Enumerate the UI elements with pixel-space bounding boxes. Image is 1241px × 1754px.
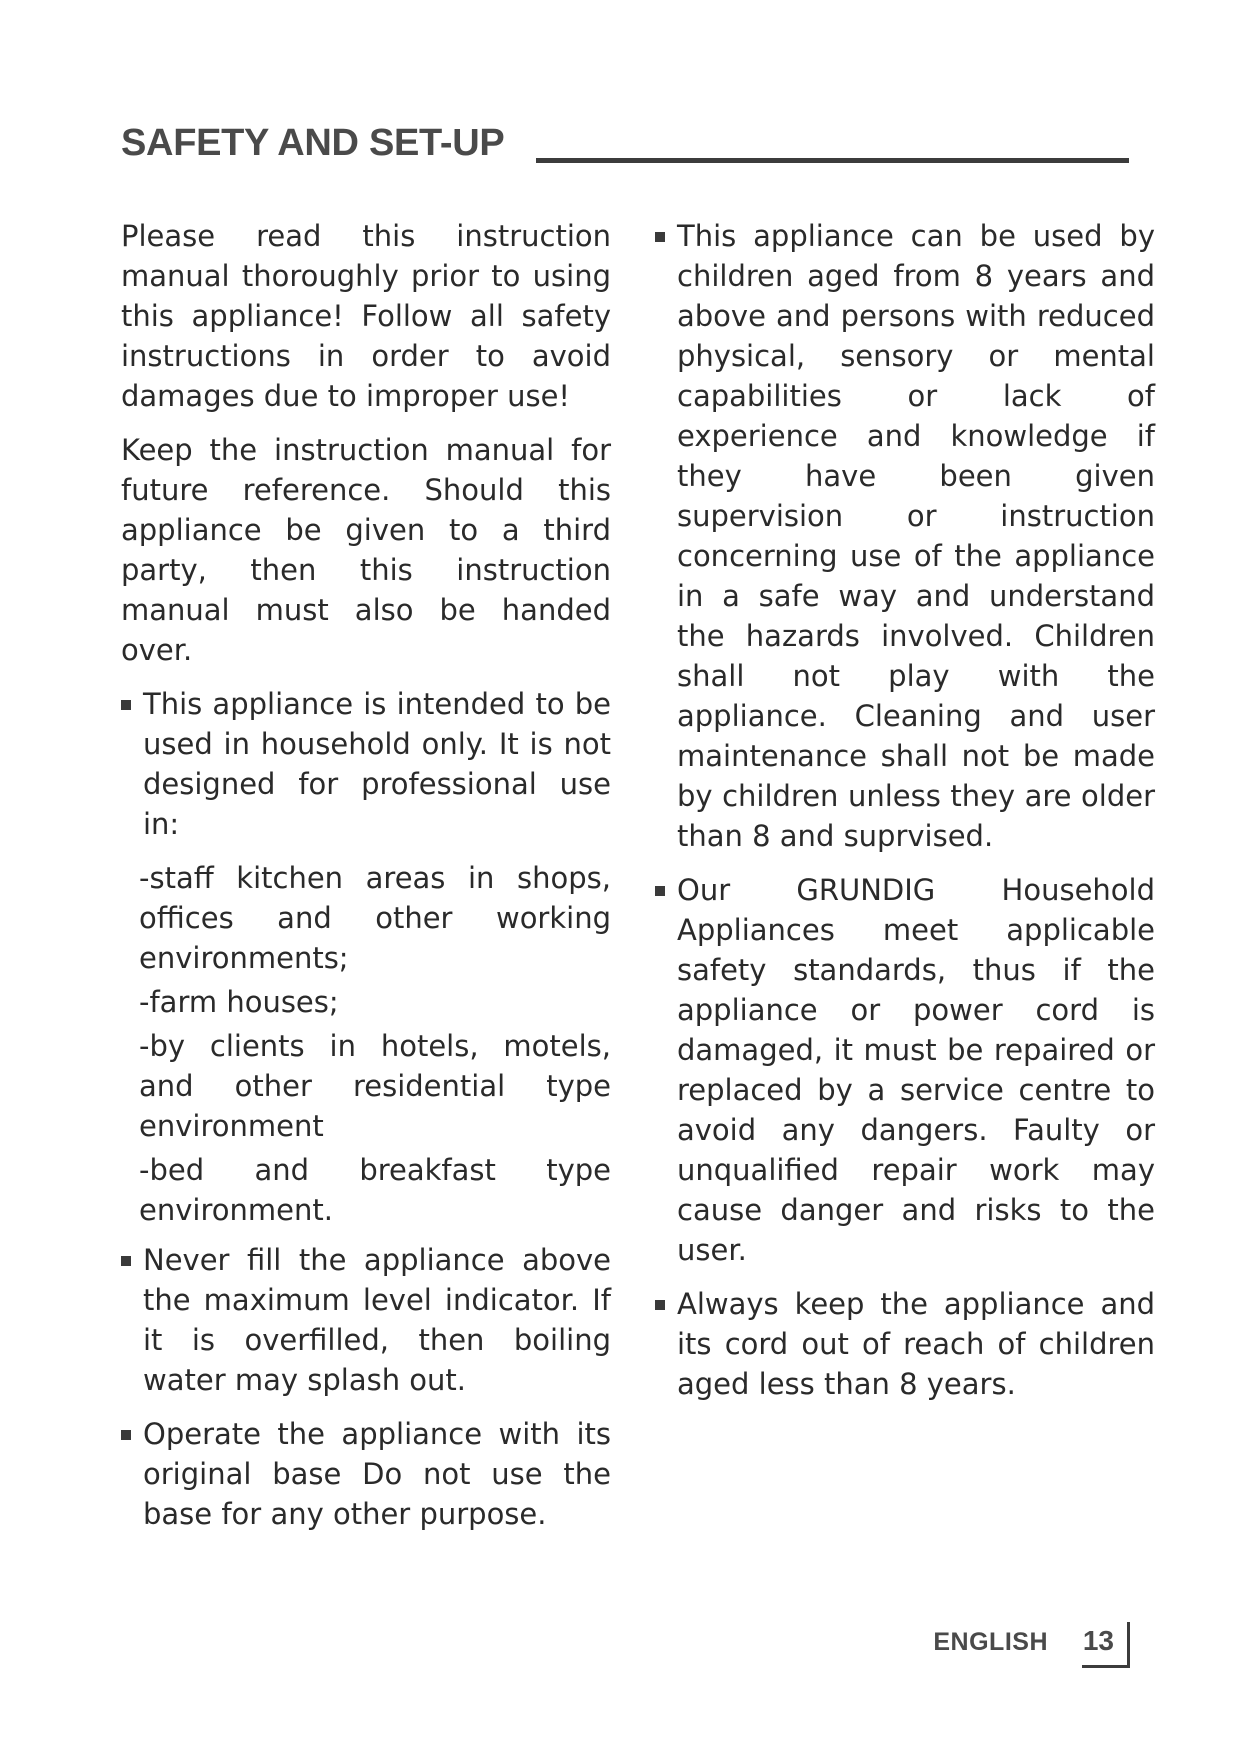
list-item: -farm houses; (139, 985, 339, 1019)
square-bullet-icon (121, 1430, 131, 1440)
list-item: -bed and breakfast type environment. (139, 1153, 611, 1227)
bullet-children-use (655, 216, 1155, 856)
excluded-environments-list (121, 858, 611, 1230)
bullet-max-level (121, 1240, 611, 1400)
bullet-children-text: This appliance can be used by children aged from 8 years and above and persons with reduced physical, sensory or mental capabilities or lack of experience and knowledge if they have been given supervision or instruction concerning use of the appliance in a safe way and understand the hazards involved. Children shall not play with the appliance. Cleaning and user maintenance shall not be made by children unless they are older than 8 and suprvised. (677, 219, 1155, 853)
square-bullet-icon (121, 700, 131, 710)
square-bullet-icon (121, 1256, 131, 1266)
page-footer (930, 1622, 1130, 1670)
page-title: SAFETY AND SET-UP (121, 122, 505, 164)
bullet-grundig-standards (655, 870, 1155, 1270)
bullet-original-base-text: Operate the appliance with its original base Do not use the base for any other purpose. (143, 1417, 611, 1531)
right-column (655, 216, 1155, 1418)
square-bullet-icon (655, 886, 665, 896)
square-bullet-icon (655, 1300, 665, 1310)
page-header (121, 118, 1129, 168)
list-item: -staff kitchen areas in shops, offices and other working environments; (139, 861, 611, 975)
intro-paragraph-read-manual: Please read this instruction manual thoroughly prior to using this appliance! Follow all safety instructions in order to avoid damages due to improper use! (121, 219, 611, 413)
bullet-grundig-text: Our GRUNDIG Household Appliances meet applicable safety standards, thus if the appliance or power cord is damaged, it must be repaired or replaced by a service centre to avoid any dangers. Faulty or unqualified repair work may cause danger and risks to the user. (677, 873, 1155, 1267)
square-bullet-icon (655, 232, 665, 242)
footer-corner-rule-vertical (1127, 1622, 1130, 1668)
bullet-original-base (121, 1414, 611, 1534)
list-item: -by clients in hotels, motels, and other residential type environment (139, 1029, 611, 1143)
header-rule (536, 158, 1129, 163)
bullet-out-of-reach-text: Always keep the appliance and its cord out of reach of children aged less than 8 years. (677, 1287, 1155, 1401)
page-number: 13 (1082, 1625, 1114, 1656)
bullet-household-text: This appliance is intended to be used in household only. It is not designed for professional use in: (143, 687, 611, 841)
intro-paragraph-keep-manual: Keep the instruction manual for future reference. Should this appliance be given to a third party, then this instruction manual must also be handed over. (121, 433, 611, 667)
footer-corner-rule-horizontal (1082, 1665, 1130, 1668)
footer-language: ENGLISH (933, 1628, 1048, 1656)
bullet-max-level-text: Never fill the appliance above the maximum level indicator. If it is overfilled, then boiling water may splash out. (143, 1243, 611, 1397)
bullet-out-of-reach (655, 1284, 1155, 1404)
bullet-household-use (121, 684, 611, 844)
left-column (121, 216, 611, 1548)
